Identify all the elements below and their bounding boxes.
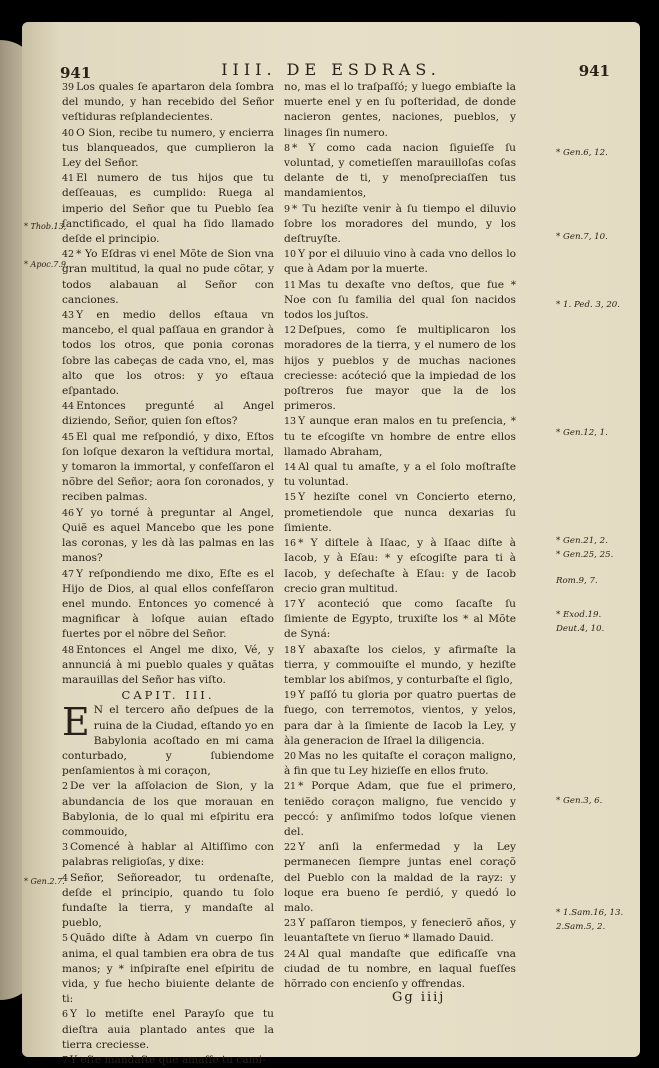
verse [284, 202, 516, 248]
verse [284, 688, 516, 749]
verse [284, 247, 516, 277]
verse-number: 9 [284, 203, 291, 215]
verse-number: 48 [62, 644, 75, 656]
verse-text: Los quales ſe apartaron dela ſombra del mundo, y han recebido del Señor veſtiduras reſplandecientes. [62, 81, 274, 124]
verse [62, 171, 274, 247]
verse-text: Y aconteció que como ſacaſte ſu ſimiente de Egypto, truxiſte los * al Mõte de Syná: [284, 597, 516, 641]
verse-text: El numero de tus hijos que tu deſſeauas, es cumplido: Ruega al imperio del Señor que tu Pueblo ſea ſanctificado, el qual ha ſido llamado deſde el principio. [62, 172, 274, 246]
verse-text: Mas no les quitaſte el coraçon maligno, à fin que tu Ley hizieſſe en ellos fruto. [284, 749, 516, 778]
verse-text: Y en medio dellos eſtaua vn mancebo, el qual paſſaua en grandor à todos los otros, que ponia coronas ſobre las cabeças de cada vno, el, mas alto que los otros: y yo eſtaua eſpantado. [62, 309, 274, 398]
verse-number: 11 [284, 279, 297, 291]
verse [62, 126, 274, 172]
verse-text: De ver la aſſolacion de Sion, y la abundancia de los que morauan en Babylonia, de lo qual mi eſpiritu era commouido, [62, 780, 274, 838]
verse-text: Y heziſte conel vn Concierto eterno, prometiendole que nunca dexarias ſu ſimiente. [284, 491, 516, 534]
verse-text: * Yo Eſdras vi enel Mõte de Sion vna gran multitud, la qual no pude cõtar, y todos alabauan al Señor con canciones. [62, 248, 274, 306]
verse [284, 597, 516, 643]
verse [284, 141, 516, 202]
verse [284, 80, 516, 141]
verse-number: 13 [284, 416, 297, 428]
verse-text: Y aunque eran malos en tu preſencia, * tu te eſcogiſte vn hombre de entre ellos llamado Abraham, [284, 415, 516, 458]
verse [62, 308, 274, 399]
running-head: IIII. DE ESDRAS. [221, 60, 441, 79]
verse-list-right [284, 80, 516, 992]
verse [62, 931, 274, 1007]
verse [284, 749, 516, 779]
verse [284, 490, 516, 536]
verse [62, 399, 274, 429]
verse-number: 7 [62, 1055, 69, 1066]
verse-number: 47 [62, 568, 75, 580]
verse-number: 44 [62, 401, 75, 413]
verse-text: Y eſte mandaſte que amaſſe tu cami- [70, 1054, 266, 1066]
right-column [284, 80, 516, 990]
verse-text: Al qual mandaſte que edificaſſe vna ciudad de tu nombre, en laqual fueſſes hõrrado con encienſo y offrendas. [284, 947, 516, 990]
verse-number: 4 [62, 872, 69, 884]
signature-mark: Gg iiij [392, 990, 446, 1005]
verse-text: El qual me reſpondió, y dixo, Eſtos ſon loſque dexaron la veſtidura mortal, y tomaron la immortal, y confeſſaron el nõbre del Señor; aora ſon coronados, y reciben palmas. [62, 430, 274, 504]
verse-number: 14 [284, 462, 297, 474]
verse-text: * Y como cada nacion ſiguieſſe ſu voluntad, y cometieſſen marauilloſas coſas delante de ti, y menoſprecіaſſen tus mandamientos, [284, 141, 516, 200]
verse [284, 643, 516, 689]
verse [62, 779, 274, 840]
verse [284, 278, 516, 324]
chapter-opening [62, 700, 274, 779]
margin-note: * Gen.21, 2. [556, 536, 608, 546]
verse-text: * Porque Adam, que fue el primero, teniẽdo coraçon maligno, fue vencido y peccó: y anſimiſmo todos loſque vienen del. [284, 780, 516, 838]
margin-note: * Gen.3, 6. [556, 796, 603, 806]
margin-note: Rom.9, 7. [556, 576, 598, 586]
margin-note: * Gen.7, 10. [556, 232, 608, 242]
verse-number: 45 [62, 431, 75, 443]
verse-text: Entonces el Angel me dixo, Vé, y annunciá à mi pueblo quales y quãtas marauillas del Señor has viſto. [62, 643, 274, 686]
verse-number: 17 [284, 598, 297, 610]
verse [62, 871, 274, 932]
verse [62, 247, 274, 308]
verse-text: Y abaxaſte los cielos, y afirmaſte la tierra, y commouiſte el mundo, y heziſte temblar los abiſmos, y conturbaſte el ſiglo, [284, 643, 516, 686]
verse-text: Deſpues, como ſe multiplicaron los moradores de la tierra, y el numero de los hijos y pueblos y de muchas naciones creciesse: acóteció que la impiedad de los poſtreros fue mayor que la de los primeros. [284, 324, 516, 413]
verse-number: 20 [284, 750, 297, 762]
verse-number: 18 [284, 644, 297, 656]
verse [284, 916, 516, 946]
verse [62, 567, 274, 643]
verse [62, 430, 274, 506]
verse-text: Y yo torné à preguntar al Angel, Quiẽ es aquel Mancebo que les pone las coronas, y les dà las palmas en las manos? [62, 506, 274, 565]
verse [284, 414, 516, 460]
margin-note: * Gen.25, 25. [556, 550, 614, 560]
margin-note: * Apoc.7.9. [24, 260, 69, 269]
verse-list-top [62, 80, 274, 688]
verse-text: * Tu heziſte venir à ſu tiempo el diluvio ſobre los moradores del mundo, y los deſtruyſte. [284, 202, 516, 246]
verse [62, 506, 274, 567]
verse-number: 2 [62, 781, 69, 793]
drop-cap: E [62, 700, 90, 745]
verse-number: 43 [62, 310, 75, 322]
margin-note: * Gen.6, 12. [556, 148, 608, 158]
margin-note: * Gen.12, 1. [556, 428, 608, 438]
verse-text: Entonces pregunté al Angel diziendo, Señor, quien ſon eſtos? [62, 400, 274, 428]
verse-number: 23 [284, 918, 297, 930]
margin-note: * Thob.13, [24, 222, 67, 231]
verse-text: * Y diſtele à Iſaac, y à Iſaac diſte à Iacob, y à Eſau: * y eſcogiſte para ti à Iacob, y deſechaſte à Eſau: y de Iacob crecio gran multitud. [284, 537, 516, 595]
verse-text: no, mas el lo traſpaſſó; y luego embiaſte la muerte enel y en ſu poſteridad, de donde nacieron gentes, naciones, pueblos, y linages ſin numero. [284, 81, 516, 139]
verse-text: Señor, Señoreador, tu ordenaſte, deſde el principio, quando tu ſolo fundaſte la tierra, y mandaſte al pueblo, [62, 871, 274, 930]
margin-note: * 1.Sam.16, 13. [556, 908, 624, 918]
verse [284, 947, 516, 993]
verse [62, 643, 274, 689]
book-page [22, 22, 640, 1066]
margin-note: Deut.4, 10. [556, 624, 605, 634]
verse-number: 39 [62, 82, 75, 93]
page-number-right: 941 [578, 62, 610, 80]
verse-number: 12 [284, 325, 297, 337]
verse [284, 840, 516, 916]
margin-note: * Exod.19. [556, 610, 602, 620]
margin-note: * Gen.2.7. [24, 877, 65, 886]
verse-number: 8 [284, 142, 291, 154]
verse-number: 15 [284, 492, 297, 504]
verse-text: Mas tu dexaſte vno deſtos, que fue * Noe con ſu familia del qual ſon nacidos todos los juſtos. [284, 278, 516, 322]
verse [284, 460, 516, 490]
verse-text: Quãdo diſte à Adam vn cuerpo ſin anima, el qual tambien era obra de tus manos; y * inſpiraſte enel eſpiritu de vida, y fue hecho biuiente delante de ti: [62, 932, 274, 1006]
verse-number: 46 [62, 507, 75, 519]
left-column [62, 80, 274, 1066]
verse-number: 19 [284, 690, 297, 702]
verse-number: 21 [284, 781, 297, 793]
verse [62, 80, 274, 126]
verse-text: Y anſi la enfermedad y la Ley permanecen ſiempre juntas enel coraçõ del Pueblo con la maldad de la rayz: y loque era bueno ſe perdió, y quedó lo malo. [284, 841, 516, 914]
verse-text: Comencé à hablar al Altiſſimo con palabras religioſas, y dixe: [62, 841, 274, 869]
chapter-first-verse: N el tercero año deſpues de la ruina de la Ciudad, eſtando yo en Babylonia acoſtado en mi cama conturbado, y ſubiendome penſamientos à mi coraçon, [62, 704, 274, 778]
verse-number: 42 [62, 249, 75, 261]
verse-number: 6 [62, 1009, 69, 1021]
verse-number: 22 [284, 842, 297, 854]
verse-text: Y paſſaron tiempos, y fenecierõ años, y leuantaſtete vn ſieruo * llamado Dauid. [284, 917, 516, 945]
verse-text: Y lo metiſte enel Parayſo que tu dieſtra auia plantado antes que la tierra creciesse. [62, 1008, 274, 1051]
verse-text: Y por el diluuio vino à cada vno dellos lo que à Adam por la muerte. [284, 248, 516, 276]
verse [62, 1007, 274, 1053]
verse-text: Y paſſó tu gloria por quatro puertas de fuego, con terremotos, vientos, y yelos, para dar à la ſimiente de Iacob la Ley, y àla generacion de Iſrael la diligencia. [284, 689, 516, 747]
verse-number: 16 [284, 538, 297, 550]
verse-number: 40 [62, 127, 75, 139]
margin-note: 2.Sam.5, 2. [556, 922, 606, 932]
chapter-heading: CAPIT. III. [121, 688, 215, 703]
page-number-left: 941 [60, 64, 92, 82]
verse [284, 536, 516, 597]
verse-number: 3 [62, 842, 69, 854]
margin-note: * 1. Ped. 3, 20. [556, 300, 621, 310]
verse-number: 41 [62, 173, 75, 185]
verse [284, 323, 516, 414]
verse [62, 840, 274, 870]
verse-number: 10 [284, 249, 297, 261]
verse-text: O Sion, recibe tu numero, y encierra tus blanqueados, que cumplieron la Ley del Señor. [62, 126, 274, 170]
chapter-verses [62, 779, 274, 1068]
verse-number: 5 [62, 933, 69, 945]
verse [284, 779, 516, 840]
verse [62, 1053, 274, 1068]
verse-number: 24 [284, 948, 297, 960]
verse-text: Y reſpondiendo me dixo, Eſte es el Hijo de Dios, al qual ellos confeſſaron enel mundo. Entonces yo comencé à magnificar à loſque auian eſtado fuertes por el nõbre del Señor. [62, 567, 274, 641]
right-margin-notes [556, 80, 636, 980]
verse-text: Al qual tu amaſte, y a el ſolo moſtraſte tu voluntad. [284, 461, 516, 489]
